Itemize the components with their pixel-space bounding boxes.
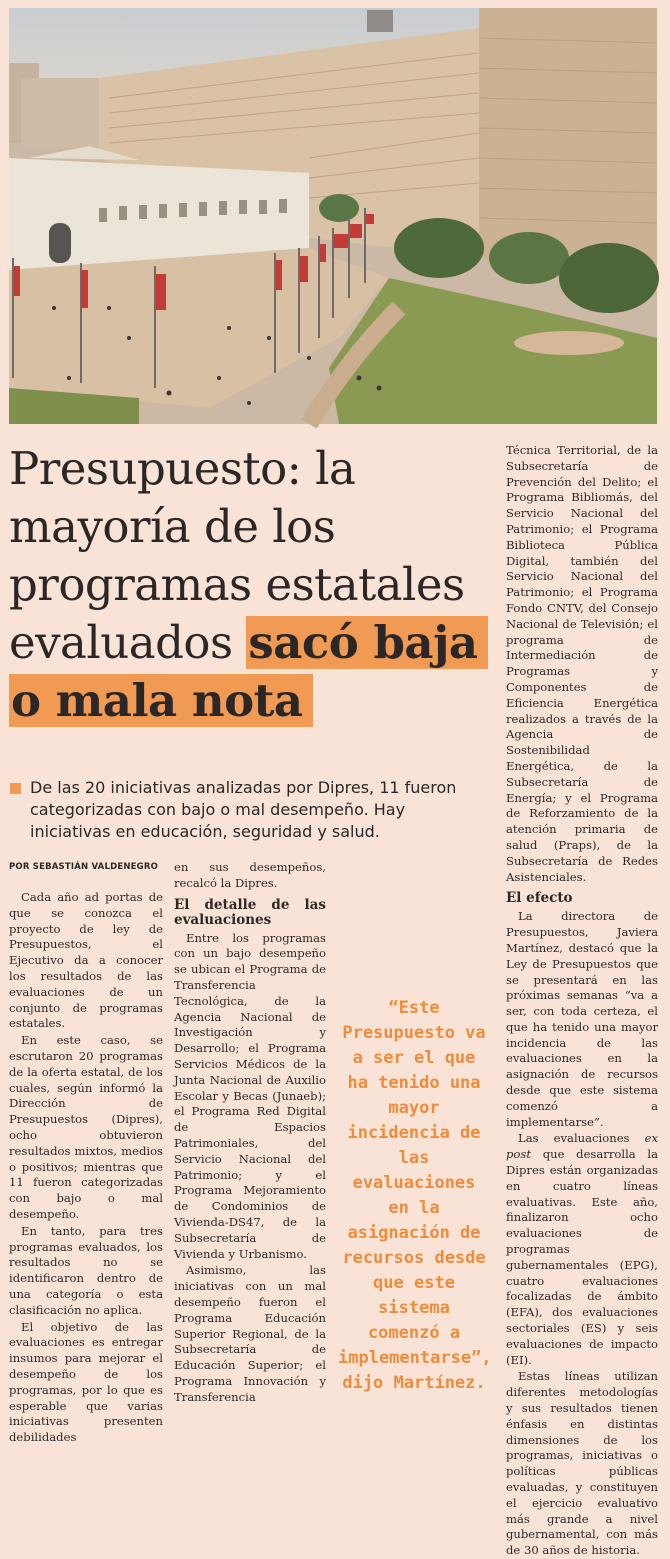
article-summary (10, 777, 480, 843)
paragraph: En este caso, se escrutaron 20 programas de la oferta estatal, de los cuales, según informó la Dirección de Presupuestos (Dipres), ocho obtuvieron resultados mixtos, medios o positivos; mientras que 11 fueron categorizadas con bajo o mal desempeño. (9, 1033, 163, 1221)
paragraph: Estas líneas utilizan diferentes metodologías y sus resultados tienen énfasis en distintas dimensiones de los programas, iniciativas o políticas públicas evaluadas, y constituyen el ejercicio evaluativo más grande a nivel gubernamental, con más de 30 años de historia. (506, 1369, 658, 1558)
article-photo (9, 8, 657, 424)
subheading-efecto: El efecto (506, 890, 573, 907)
summary-bullet-icon (10, 783, 21, 794)
paragraph: En tanto, para tres programas evaluados, los resultados no se identificaron dentro de una categoría o esta clasificación no aplica. (9, 1223, 163, 1317)
pull-quote-attribution: dijo Martínez. (342, 1373, 486, 1393)
body-column-2 (174, 860, 326, 1406)
pull-quote-text: “Este Presupuesto va a ser el que ha tenido una mayor incidencia de las evaluaciones en la asignación de recursos desde que este sistema comenzó a implementarse”, (338, 998, 492, 1368)
subheading-detalle: El detalle de las evaluaciones (174, 896, 326, 928)
headline-line-4-plain: evaluados (9, 616, 247, 669)
byline: POR SEBASTIÁN VALDENEGRO (9, 862, 159, 872)
paragraph: Asimismo, las iniciativas con un mal desempeño fueron el Programa Educación Superior Regional, de la Subsecretaría de Educación Superior; el Programa Innovación y Transferencia (174, 1263, 326, 1404)
paragraph: Cada año ad portas de que se conozca el proyecto de ley de Presupuestos, el Ejecutivo da a conocer los resultados de las evaluaciones de un conjunto de programas estatales. (9, 890, 163, 1031)
headline-line-5 (9, 672, 489, 730)
paragraph: El objetivo de las evaluaciones es entregar insumos para mejorar el desempeño de los programas, por lo que es esperable que varias iniciativas presenten debilidades (9, 1319, 163, 1445)
paragraph: Entre los programas con un bajo desempeño se ubican el Programa de Transferencia Tecnológica, de la Agencia Nacional de Investigación y Desarrollo; el Programa Servicios Médicos de la Junta Nacional de Auxilio Escolar y Becas (Junaeb); el Programa Red Digital de Espacios Patrimoniales, del Servicio Nacional del Patrimonio; y el Programa Mejoramiento de Condominios de Vivienda-DS47, de la Subsecretaría de Vivienda y Urbanismo. (174, 930, 326, 1261)
headline-line-4 (9, 614, 489, 672)
paragraph: Técnica Territorial, de la Subsecretaría de Prevención del Delito; el Programa Bibliomás, del Servicio Nacional del Patrimonio; el Programa Biblioteca Pública Digital, también del Servicio Nacional del Patrimonio; el Programa Fondo CNTV, del Consejo Nacional de Televisión; el programa de Intermediación de Programas y Componentes de Eficiencia Energética realizados a través de la Agencia de Sostenibilidad Energética, de la Subsecretaría de Energía; y el Programa de Reforzamiento de la atención primaria de salud (Praps), de la Subsecretaría de Redes Asistenciales. (506, 443, 658, 884)
emphasis-ex-post: ex post (506, 1131, 658, 1162)
paragraph-part: que desarrolla la Dipres están organizadas en cuatro líneas evaluativas. Este año, finalizaron ocho evaluaciones de programas gubernamentales (EPG), cuatro evaluaciones focalizadas de ámbito (EFA), dos evaluaciones sectoriales (ES) y seis evaluaciones de impacto (EI). (506, 1147, 658, 1367)
body-column-3 (506, 443, 658, 1559)
article-headline (9, 440, 489, 730)
pull-quote (338, 996, 490, 1396)
paragraph: en sus desempeños, recalcó la Dipres. (174, 860, 326, 890)
headline-highlight-1: sacó baja (246, 616, 487, 669)
headline-line-2: mayoría de los (9, 500, 336, 553)
paragraph-part: Las evaluaciones (518, 1131, 645, 1146)
summary-text: De las 20 iniciativas analizadas por Dipres, 11 fueron categorizadas con bajo o mal desempeño. Hay iniciativas en educación, seguridad y salud. (30, 778, 457, 841)
plaza-photo-illustration (9, 8, 657, 424)
paragraph: La directora de Presupuestos, Javiera Martínez, destacó que la Ley de Presupuestos que se presentará en las próximas semanas “va a ser, con toda certeza, el que ha tenido una mayor incidencia de las evaluaciones en la asignación de recursos desde que este sistema comenzó a implementarse”. (506, 909, 658, 1129)
paragraph (506, 1131, 658, 1368)
body-column-1 (9, 890, 163, 1446)
headline-line-1: Presupuesto: la (9, 442, 356, 495)
headline-line-3: programas estatales (9, 558, 465, 611)
headline-highlight-2: o mala nota (9, 674, 313, 727)
